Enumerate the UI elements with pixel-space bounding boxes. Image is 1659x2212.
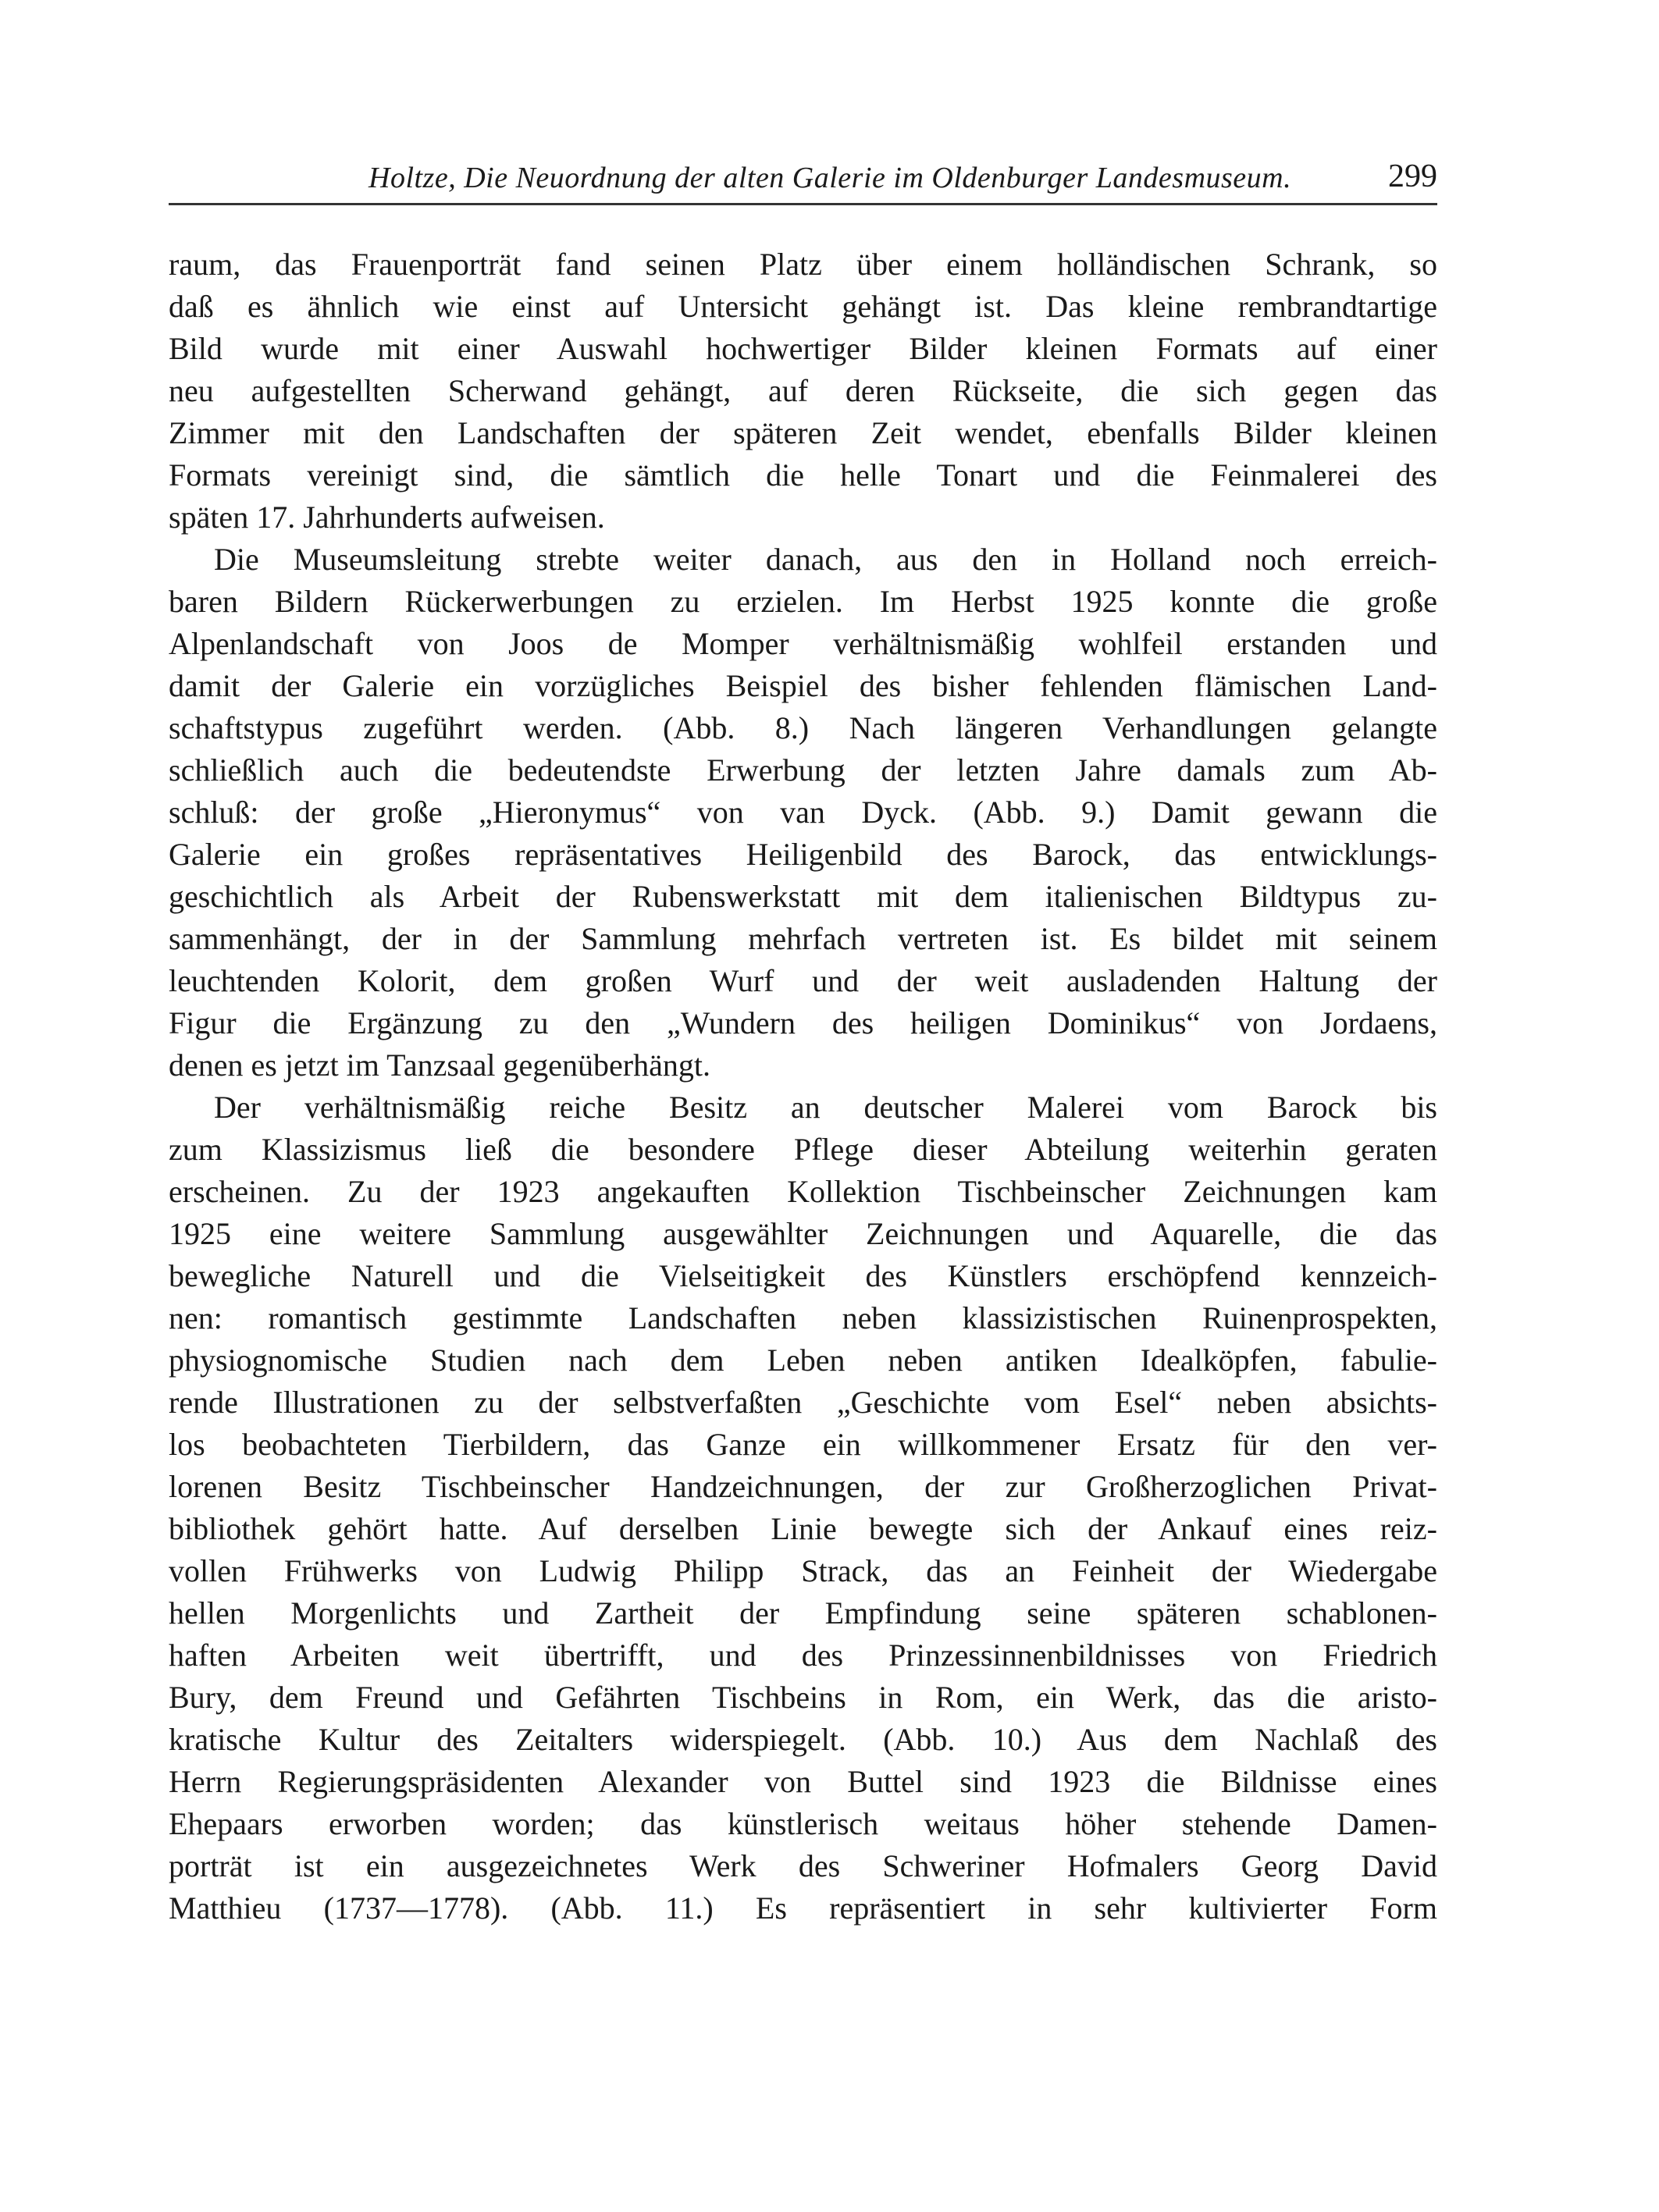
text-line: Alpenlandschaft von Joos de Momper verhältnismäßig wohlfeil erstanden und [169, 626, 1437, 661]
text-line: bewegliche Naturell und die Vielseitigkeit des Künstlers erschöpfend kennzeich- [169, 1258, 1437, 1293]
text-line: porträt ist ein ausgezeichnetes Werk des Schweriner Hofmalers Georg David [169, 1848, 1437, 1883]
text-line: Bury, dem Freund und Gefährten Tischbeins in Rom, ein Werk, das die aristo- [169, 1680, 1437, 1715]
text-line: physiognomische Studien nach dem Leben neben antiken Idealköpfen, fabulie- [169, 1342, 1437, 1378]
text-line: Der verhältnismäßig reiche Besitz an deutscher Malerei vom Barock bis [214, 1090, 1437, 1125]
text-line: damit der Galerie ein vorzügliches Beispiel des bisher fehlenden flämischen Land- [169, 668, 1437, 703]
text-line: erscheinen. Zu der 1923 angekauften Kollektion Tischbeinscher Zeichnungen kam [169, 1174, 1437, 1209]
text-line: sammenhängt, der in der Sammlung mehrfach vertreten ist. Es bildet mit seinem [169, 921, 1437, 956]
page-number: 299 [1388, 158, 1437, 194]
text-line: bibliothek gehört hatte. Auf derselben Linie bewegte sich der Ankauf eines reiz- [169, 1511, 1437, 1546]
text-line: Formats vereinigt sind, die sämtlich die helle Tonart und die Feinmalerei des [169, 457, 1437, 493]
text-line: hellen Morgenlichts und Zartheit der Empfindung seine späteren schablonen- [169, 1595, 1437, 1631]
text-line: rende Illustrationen zu der selbstverfaßten „Geschichte vom Esel“ neben absichts- [169, 1385, 1437, 1420]
text-line: Zimmer mit den Landschaften der späteren Zeit wendet, ebenfalls Bilder kleinen [169, 415, 1437, 450]
text-line: nen: romantisch gestimmte Landschaften neben klassizistischen Ruinenprospekten, [169, 1300, 1437, 1335]
text-line: vollen Frühwerks von Ludwig Philipp Strack, das an Feinheit der Wiedergabe [169, 1553, 1437, 1588]
text-line: zum Klassizismus ließ die besondere Pflege dieser Abteilung weiterhin geraten [169, 1132, 1437, 1167]
text-line: daß es ähnlich wie einst auf Untersicht gehängt ist. Das kleine rembrandtartige [169, 289, 1437, 324]
header-rule [169, 203, 1437, 205]
text-line: Matthieu (1737—1778). (Abb. 11.) Es repräsentiert in sehr kultivierter Form [169, 1890, 1437, 1926]
text-line: los beobachteten Tierbildern, das Ganze ein willkommener Ersatz für den ver- [169, 1427, 1437, 1462]
text-line: späten 17. Jahrhunderts aufweisen. [169, 500, 605, 535]
running-title: Holtze, Die Neuordnung der alten Galerie im Oldenburger Landesmuseum. [368, 162, 1292, 194]
text-line: haften Arbeiten weit übertrifft, und des Prinzessinnenbildnisses von Friedrich [169, 1638, 1437, 1673]
text-line: kratische Kultur des Zeitalters widerspiegelt. (Abb. 10.) Aus dem Nachlaß des [169, 1722, 1437, 1757]
text-line: baren Bildern Rückerwerbungen zu erzielen. Im Herbst 1925 konnte die große [169, 584, 1437, 619]
text-line: lorenen Besitz Tischbeinscher Handzeichnungen, der zur Großherzoglichen Privat- [169, 1469, 1437, 1504]
text-line: denen es jetzt im Tanzsaal gegenüberhängt. [169, 1047, 710, 1083]
text-line: raum, das Frauenporträt fand seinen Platz über einem holländischen Schrank, so [169, 247, 1437, 282]
text-line: schluß: der große „Hieronymus“ von van Dyck. (Abb. 9.) Damit gewann die [169, 795, 1437, 830]
body-text [169, 244, 1437, 1929]
text-line: Herrn Regierungspräsidenten Alexander von Buttel sind 1923 die Bildnisse eines [169, 1764, 1437, 1799]
text-line: Bild wurde mit einer Auswahl hochwertiger Bilder kleinen Formats auf einer [169, 331, 1437, 366]
text-line: schaftstypus zugeführt werden. (Abb. 8.) Nach längeren Verhandlungen gelangte [169, 710, 1437, 745]
text-line: leuchtenden Kolorit, dem großen Wurf und der weit ausladenden Haltung der [169, 963, 1437, 998]
text-line: Galerie ein großes repräsentatives Heiligenbild des Barock, das entwicklungs- [169, 837, 1437, 872]
paragraph [169, 244, 1437, 539]
running-header [169, 156, 1437, 200]
text-line: neu aufgestellten Scherwand gehängt, auf deren Rückseite, die sich gegen das [169, 373, 1437, 408]
paragraph [169, 1086, 1437, 1929]
text-line: Die Museumsleitung strebte weiter danach, aus den in Holland noch erreich- [214, 542, 1437, 577]
text-line: geschichtlich als Arbeit der Rubenswerkstatt mit dem italienischen Bildtypus zu- [169, 879, 1437, 914]
text-line: schließlich auch die bedeutendste Erwerbung der letzten Jahre damals zum Ab- [169, 752, 1437, 788]
text-line: Figur die Ergänzung zu den „Wundern des heiligen Dominikus“ von Jordaens, [169, 1005, 1437, 1040]
text-line: 1925 eine weitere Sammlung ausgewählter Zeichnungen und Aquarelle, die das [169, 1216, 1437, 1251]
text-line: Ehepaars erworben worden; das künstlerisch weitaus höher stehende Damen- [169, 1806, 1437, 1841]
paragraph [169, 539, 1437, 1086]
